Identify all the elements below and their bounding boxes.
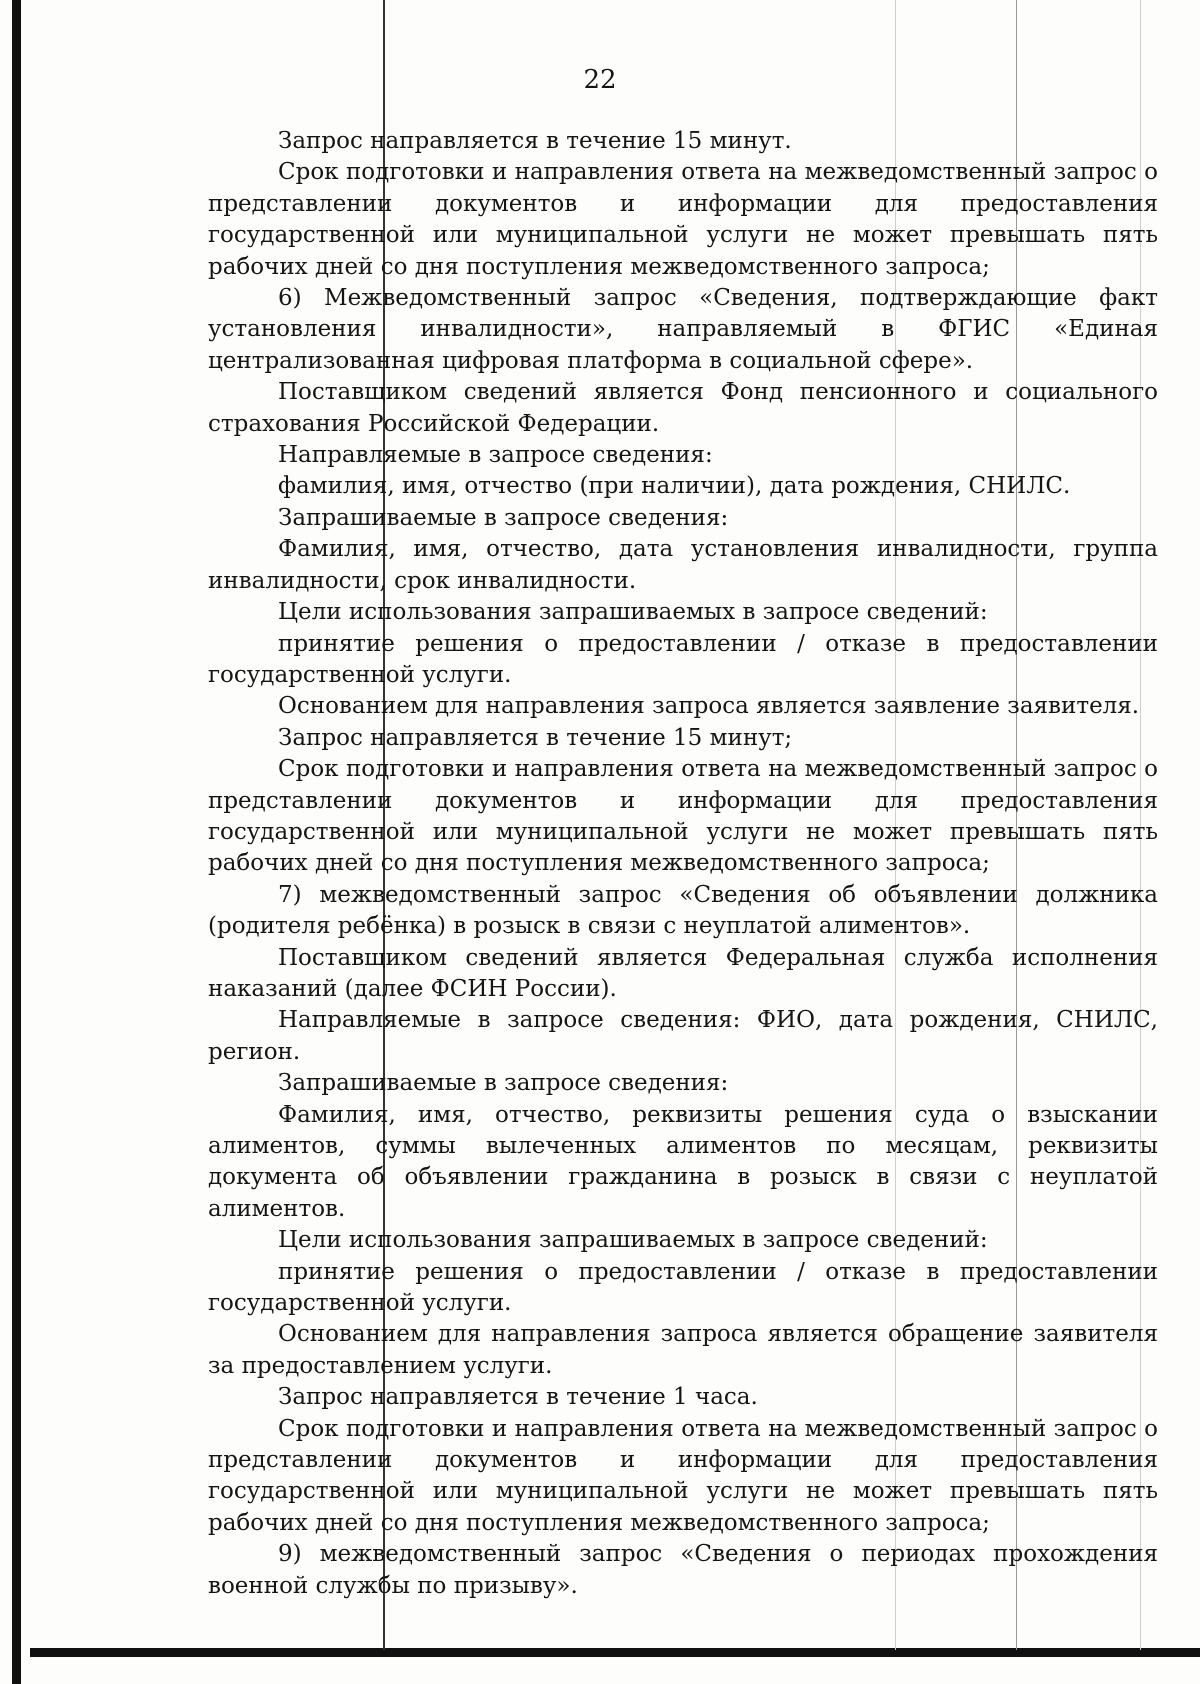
paragraph: Основанием для направления запроса является обращение заявителя за предоставлением услуги. (208, 1321, 1158, 1379)
paragraph: Запрос направляется в течение 1 часа. (278, 1384, 758, 1411)
paragraph: 9) межведомственный запрос «Сведения о периодах прохождения военной службы по призыву». (208, 1541, 1158, 1599)
scan-bottom-border (30, 1648, 1200, 1657)
paragraph: Запрашиваемые в запросе сведения: (278, 1070, 729, 1097)
paragraph: Запрос направляется в течение 15 минут. (278, 128, 792, 154)
paragraph: Цели использования запрашиваемых в запросе сведений: (278, 599, 988, 626)
paragraph: Направляемые в запросе сведения: ФИО, дата рождения, СНИЛС, регион. (208, 1007, 1158, 1065)
paragraph: Срок подготовки и направления ответа на межведомственный запрос о представлении документов и информации для предоставления государственной или муниципальной услуги не может превышать пять рабочих дней со дня поступления межведомственного запроса; (208, 756, 1158, 877)
paragraph: фамилия, имя, отчество (при наличии), дата рождения, СНИЛС. (278, 473, 1071, 500)
paragraph: принятие решения о предоставлении / отказе в предоставлении государственной услуги. (208, 1258, 1158, 1317)
paragraph: 6) Межведомственный запрос «Сведения, подтверждающие факт установления инвалидности», направляемый в ФГИС «Единая централизованная цифровая платформа в социальной сфере». (208, 285, 1158, 374)
paragraph: принятие решения о предоставлении / отказе в предоставлении государственной услуги. (208, 630, 1158, 688)
paragraph: Запрашиваемые в запросе сведения: (278, 504, 729, 531)
paragraph: Поставщиком сведений является Фонд пенсионного и социального страхования Российской Федерации. (208, 379, 1158, 437)
paragraph: 7) межведомственный запрос «Сведения об объявлении должника (родителя ребёнка) в розыск в связи с неуплатой алиментов». (208, 881, 1158, 940)
paragraph: Фамилия, имя, отчество, дата установления инвалидности, группа инвалидности, срок инвалидности. (208, 536, 1158, 594)
document-body (208, 126, 1158, 1602)
scan-left-border (12, 0, 21, 1684)
page-number: 22 (583, 65, 617, 95)
paragraph: Срок подготовки и направления ответа на межведомственный запрос о представлении документов и информации для предоставления государственной или муниципальной услуги не может превышать пять рабочих дней со дня поступления межведомственного запроса; (208, 159, 1158, 280)
paragraph: Фамилия, имя, отчество, реквизиты решения суда о взыскании алиментов, суммы вылеченных алиментов по месяцам, реквизиты документа об объявлении гражданина в розыск в связи с неуплатой алиментов. (208, 1101, 1158, 1222)
paragraph: Основанием для направления запроса является заявление заявителя. (278, 693, 1140, 720)
paragraph: Поставщиком сведений является Федеральная служба исполнения наказаний (далее ФСИН России). (208, 944, 1158, 1002)
paragraph: Срок подготовки и направления ответа на межведомственный запрос о представлении документов и информации для предоставления государственной или муниципальной услуги не может превышать пять рабочих дней со дня поступления межведомственного запроса; (208, 1415, 1158, 1536)
paragraph: Цели использования запрашиваемых в запросе сведений: (278, 1227, 988, 1254)
paragraph: Направляемые в запросе сведения: (278, 442, 713, 469)
paragraph: Запрос направляется в течение 15 минут; (278, 724, 793, 751)
